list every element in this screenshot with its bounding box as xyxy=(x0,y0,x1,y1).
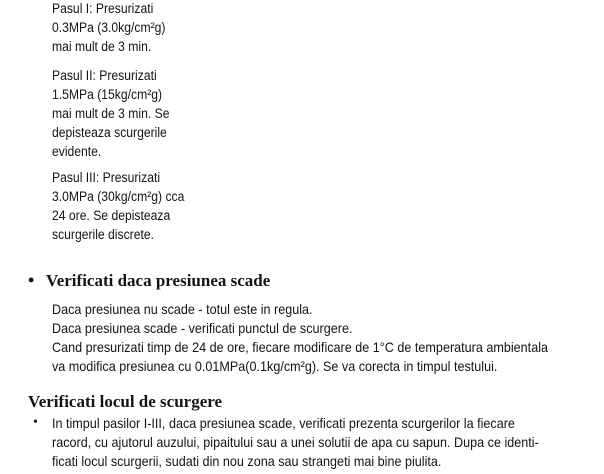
step-1-line-1: Pasul I: Presurizati xyxy=(52,1,154,16)
step-3-line-4: scurgerile discrete. xyxy=(52,227,154,242)
step-2-line-4: depisteaza scurgerile xyxy=(52,125,167,140)
pressure-check-heading: Verificati daca presiunea scade xyxy=(46,271,271,290)
step-2-line-5: evidente. xyxy=(52,144,102,159)
step-3 xyxy=(52,168,184,244)
step-3-line-2: 3.0MPa (30kg/cm²g) cca xyxy=(52,189,185,204)
pressure-check-line-2: Daca presiunea scade - verificati punctul de scurgere. xyxy=(52,320,353,336)
step-2-line-3: mai mult de 3 min. Se xyxy=(52,106,170,121)
leak-location-bullet: • xyxy=(33,415,38,430)
step-3-line-1: Pasul III: Presurizati xyxy=(52,170,161,185)
step-2 xyxy=(52,66,170,161)
leak-location-body xyxy=(52,414,539,471)
leak-location-line-2: racord, cu ajutorul auzului, pipaitului sau a unei solutii de apa cu sapun. Dupa ce identi- xyxy=(52,434,539,450)
step-1-line-3: mai mult de 3 min. xyxy=(52,39,152,54)
leak-location-line-3: ficati locul scurgerii, sudati din nou zona sau strangeti mai bine piulita. xyxy=(52,453,442,469)
step-1 xyxy=(52,0,165,56)
leak-location-line-1: In timpul pasilor I-III, daca presiunea scade, verificati prezenta scurgerilor la fiecare xyxy=(52,415,515,431)
pressure-check-line-1: Daca presiunea nu scade - totul este in regula. xyxy=(52,301,313,317)
pressure-check-bullet: • xyxy=(28,270,35,290)
step-1-line-2: 0.3MPa (3.0kg/cm²g) xyxy=(52,20,166,35)
pressure-check-line-4: va modifica presiunea cu 0.01MPa(0.1kg/cm²g). Se va corecta in timpul testului. xyxy=(52,358,498,374)
pressure-check-line-3: Cand presurizati timp de 24 de ore, fiecare modificare de 1°C de temperatura ambientala xyxy=(52,339,549,355)
pressure-check-body xyxy=(52,300,548,376)
step-2-line-1: Pasul II: Presurizati xyxy=(52,68,157,83)
step-3-line-3: 24 ore. Se depisteaza xyxy=(52,208,171,223)
step-2-line-2: 1.5MPa (15kg/cm²g) xyxy=(52,87,163,102)
leak-location-heading: Verificati locul de scurgere xyxy=(28,392,223,411)
